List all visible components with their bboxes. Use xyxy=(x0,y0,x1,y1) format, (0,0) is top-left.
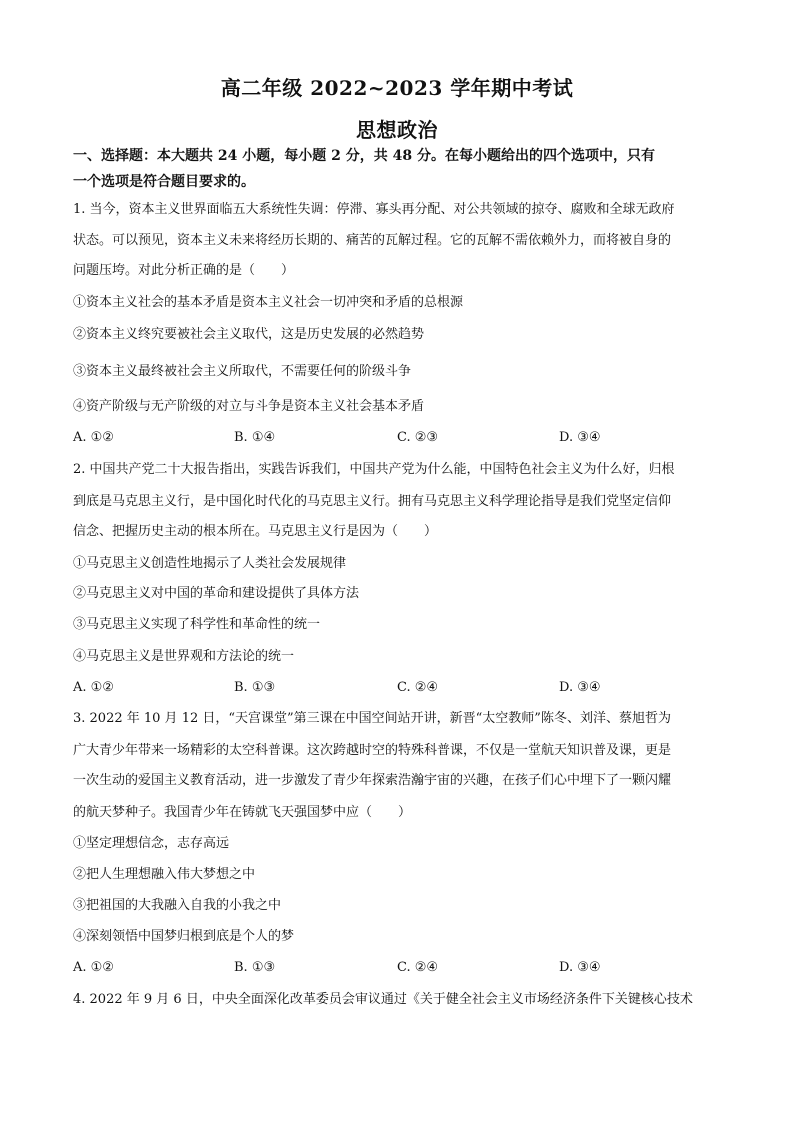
q3-item-2: ②把人生理想融入伟大梦想之中 xyxy=(73,867,256,882)
q3-stem-line-3: 一次生动的爱国主义教育活动，进一步激发了青少年探索浩瀚宇宙的兴趣，在孩子们心中埋下了一颗闪耀 xyxy=(73,773,672,788)
q3-option-c[interactable]: C. ②④ xyxy=(397,960,439,975)
q3-option-a[interactable]: A. ①② xyxy=(73,960,114,975)
q1-options xyxy=(73,430,723,446)
q1-item-2: ②资本主义终究要被社会主义取代，这是历史发展的必然趋势 xyxy=(73,327,425,342)
q2-option-c[interactable]: C. ②④ xyxy=(397,680,439,695)
section-instructions-line-2: 一个选项是符合题目要求的。 xyxy=(73,174,255,190)
q2-option-d[interactable]: D. ③④ xyxy=(559,680,601,695)
q2-option-a[interactable]: A. ①② xyxy=(73,680,114,695)
subject-title: 思想政治 xyxy=(356,118,438,142)
q1-option-c[interactable]: C. ②③ xyxy=(397,430,439,445)
q4-stem-line-1: 4. 2022 年 9 月 6 日，中央全面深化改革委员会审议通过《关于健全社会主义市场经济条件下关键核心技术 xyxy=(73,992,693,1007)
q1-item-1: ①资本主义社会的基本矛盾是资本主义社会一切冲突和矛盾的总根源 xyxy=(73,295,464,310)
q3-item-3: ③把祖国的大我融入自我的小我之中 xyxy=(73,898,282,913)
q2-options xyxy=(73,680,723,696)
q2-item-4: ④马克思主义是世界观和方法论的统一 xyxy=(73,649,295,664)
q1-option-d[interactable]: D. ③④ xyxy=(559,430,601,445)
q1-option-a[interactable]: A. ①② xyxy=(73,430,114,445)
q3-options xyxy=(73,960,723,976)
q1-item-3: ③资本主义最终被社会主义所取代，不需要任何的阶级斗争 xyxy=(73,364,412,379)
q2-stem-line-2: 到底是马克思主义行，是中国化时代化的马克思主义行。拥有马克思主义科学理论指导是我们党坚定信仰 xyxy=(73,494,672,509)
q3-item-1: ①坚定理想信念，志存高远 xyxy=(73,836,230,851)
q1-item-4: ④资产阶级与无产阶级的对立与斗争是资本主义社会基本矛盾 xyxy=(73,399,425,414)
exam-title: 高二年级 2022~2023 学年期中考试 xyxy=(220,76,574,100)
q2-stem-line-1: 2. 中国共产党二十大报告指出，实践告诉我们，中国共产党为什么能，中国特色社会主义为什么好，归根 xyxy=(73,462,675,477)
q3-stem-line-4: 的航天梦种子。我国青少年在铸就飞天强国梦中应（ ） xyxy=(73,805,412,820)
q1-stem-line-1: 1. 当今，资本主义世界面临五大系统性失调：停滞、寡头再分配、对公共领域的掠夺、腐败和全球无政府 xyxy=(73,202,675,217)
q2-item-2: ②马克思主义对中国的革命和建设提供了具体方法 xyxy=(73,586,360,601)
q2-item-3: ③马克思主义实现了科学性和革命性的统一 xyxy=(73,617,321,632)
q2-stem-line-3: 信念、把握历史主动的根本所在。马克思主义行是因为（ ） xyxy=(73,524,438,539)
q3-stem-line-2: 广大青少年带来一场精彩的太空科普课。这次跨越时空的特殊科普课，不仅是一堂航天知识普及课，更是 xyxy=(73,743,672,758)
q2-option-b[interactable]: B. ①③ xyxy=(234,680,276,695)
q1-option-b[interactable]: B. ①④ xyxy=(234,430,276,445)
q1-stem-line-3: 问题压垮。对此分析正确的是（ ） xyxy=(73,263,295,278)
q1-stem-line-2: 状态。可以预见，资本主义未来将经历长期的、痛苦的瓦解过程。它的瓦解不需依赖外力，而将被自身的 xyxy=(73,233,672,248)
q3-stem-line-1: 3. 2022 年 10 月 12 日，“天宫课堂”第三课在中国空间站开讲，新晋“太空教师”陈冬、刘洋、蔡旭哲为 xyxy=(73,711,671,726)
q2-item-1: ①马克思主义创造性地揭示了人类社会发展规律 xyxy=(73,556,347,571)
section-instructions-line-1: 一、选择题：本大题共 24 小题，每小题 2 分，共 48 分。在每小题给出的四个选项中，只有 xyxy=(73,148,655,164)
q3-item-4: ④深刻领悟中国梦归根到底是个人的梦 xyxy=(73,929,295,944)
q3-option-d[interactable]: D. ③④ xyxy=(559,960,601,975)
q3-option-b[interactable]: B. ①③ xyxy=(234,960,276,975)
